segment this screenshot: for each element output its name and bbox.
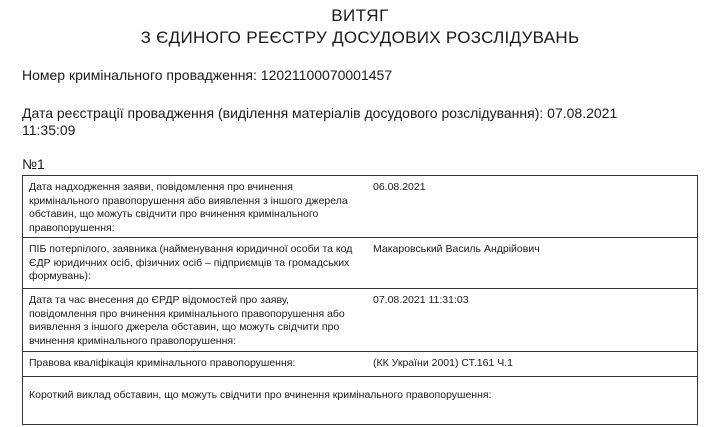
registration-date-line1: Дата реєстрації провадження (виділення матеріалів досудового розслідування): 07.08.2021 bbox=[22, 105, 618, 121]
registration-date-line2: 11:35:09 bbox=[22, 122, 76, 138]
document-title: ВИТЯГ bbox=[331, 6, 389, 25]
row-label: Короткий виклад обставин, що можуть свідчити про вчинення кримінального правопорушення: bbox=[29, 389, 492, 401]
entry-number: №1 bbox=[22, 156, 45, 172]
table-row bbox=[23, 237, 697, 288]
row-label: Дата та час внесення до ЄРДР відомостей про заяву, повідомлення про вчинення кримінального правопорушення або виявлення з іншого джерела обставин, що можуть свідчити про вчинення кримінального правопорушення: bbox=[29, 294, 345, 347]
row-value: (КК України 2001) СТ.161 Ч.1 bbox=[373, 357, 513, 369]
row-value: 06.08.2021 bbox=[373, 181, 426, 193]
table-row bbox=[23, 351, 697, 376]
row-value: 07.08.2021 11:31:03 bbox=[373, 294, 469, 306]
row-label: Дата надходження заяви, повідомлення про вчинення кримінального правопорушення або виявлення з іншого джерела обставин, що можуть свідчити про вчинення кримінального правопорушення: bbox=[29, 181, 348, 234]
row-label: ПІБ потерпілого, заявника (найменування юридичної особи та код ЄДР юридичних осіб, фізичних осіб – підприємців та громадських формувань): bbox=[29, 243, 353, 282]
row-value: Макаровський Василь Андрійович bbox=[373, 243, 540, 255]
table-row bbox=[23, 176, 697, 236]
table-row bbox=[23, 288, 697, 351]
document-subtitle: З ЄДИНОГО РЕЄСТРУ ДОСУДОВИХ РОЗСЛІДУВАНЬ bbox=[140, 28, 580, 47]
table-row bbox=[23, 376, 697, 427]
case-number: Номер кримінального провадження: 12021100070001457 bbox=[22, 67, 393, 83]
row-label: Правова кваліфікація кримінального правопорушення: bbox=[29, 357, 296, 369]
entry-table bbox=[22, 175, 698, 425]
